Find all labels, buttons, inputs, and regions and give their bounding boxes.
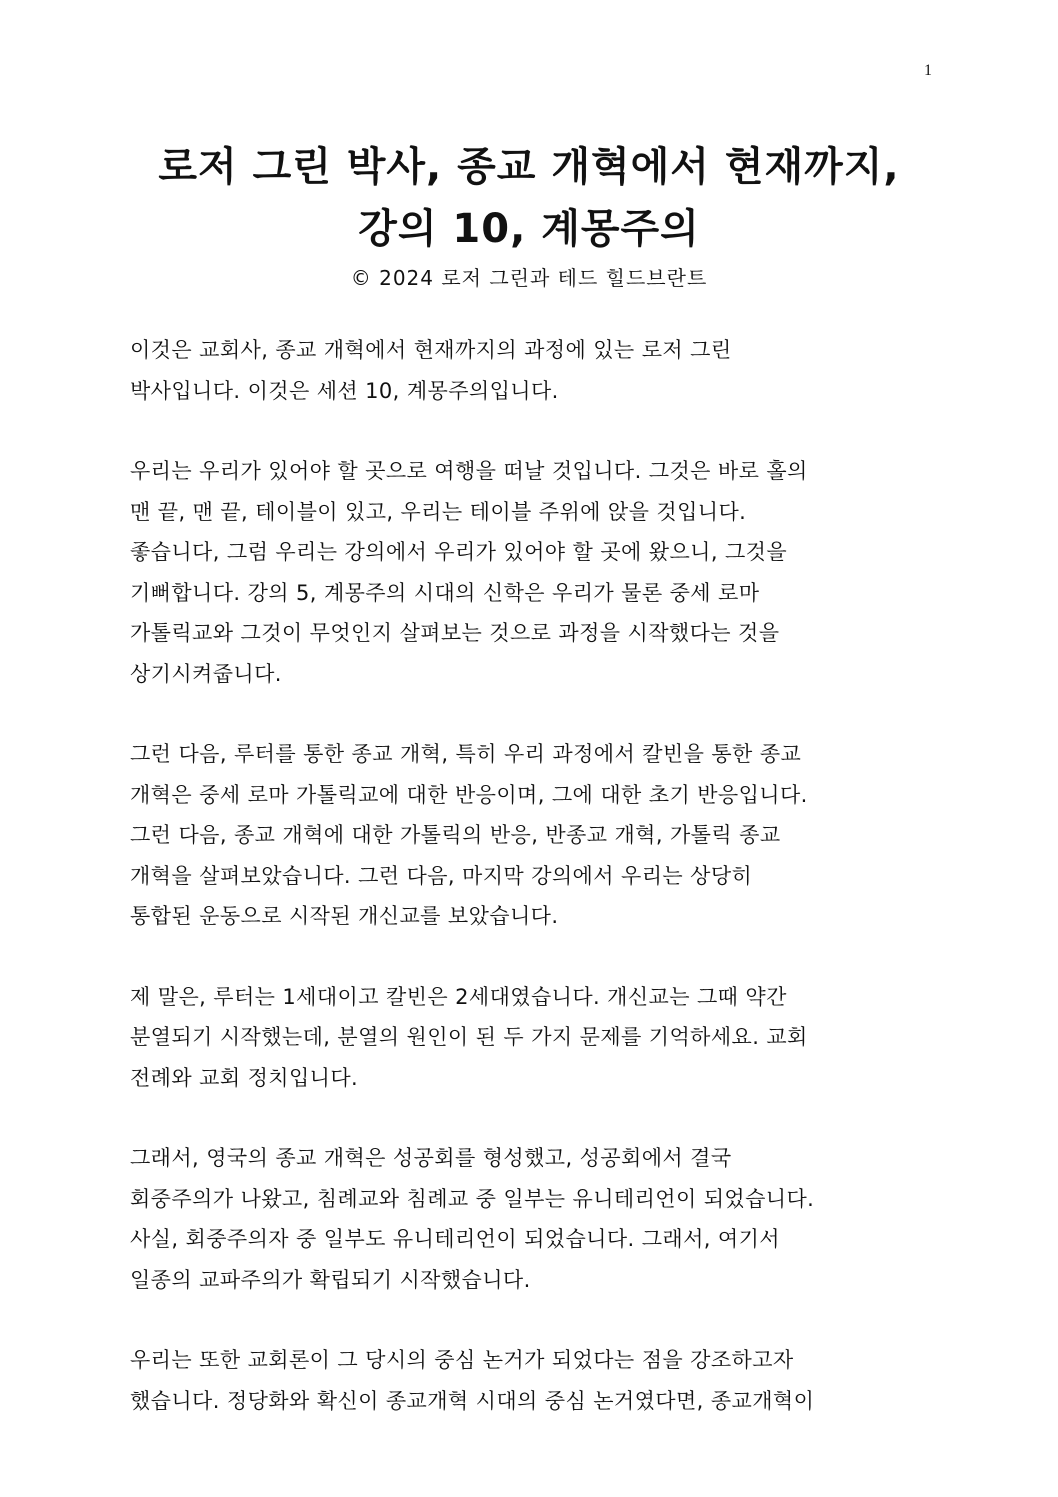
text-line: 그런 다음, 종교 개혁에 대한 가톨릭의 반응, 반종교 개혁, 가톨릭 종교 — [130, 823, 781, 847]
title-line: 강의 10, 계몽주의 — [358, 206, 700, 252]
text-line: 이것은 교회사, 종교 개혁에서 현재까지의 과정에 있는 로저 그린 — [130, 338, 732, 362]
paragraph — [130, 1138, 930, 1300]
text-line: 일종의 교파주의가 확립되기 시작했습니다. — [130, 1267, 531, 1292]
text-line: 상기시켜줍니다. — [130, 661, 282, 686]
text-line: 했습니다. 정당화와 확신이 종교개혁 시대의 중심 논거였다면, 종교개혁이 — [130, 1388, 815, 1413]
text-line: 좋습니다, 그럼 우리는 강의에서 우리가 있어야 할 곳에 왔으니, 그것을 — [130, 540, 788, 564]
text-line: 통합된 운동으로 시작된 개신교를 보았습니다. — [130, 904, 559, 928]
text-line: 가톨릭교와 그것이 무엇인지 살펴보는 것으로 과정을 시작했다는 것을 — [130, 621, 780, 645]
text-line: 우리는 우리가 있어야 할 곳으로 여행을 떠날 것입니다. 그것은 바로 홀의 — [130, 459, 808, 483]
text-line: 개혁을 살펴보았습니다. 그런 다음, 마지막 강의에서 우리는 상당히 — [130, 863, 753, 888]
text-line: 우리는 또한 교회론이 그 당시의 중심 논거가 되었다는 점을 강조하고자 — [130, 1348, 794, 1372]
text-line: 회중주의가 나왔고, 침례교와 침례교 중 일부는 유니테리언이 되었습니다. — [130, 1186, 815, 1211]
title-line: 로저 그린 박사, 종교 개혁에서 현재까지, — [158, 144, 900, 190]
paragraph — [130, 451, 930, 694]
text-line: 제 말은, 루터는 1세대이고 칼빈은 2세대였습니다. 개신교는 그때 약간 — [130, 984, 787, 1009]
paragraph — [130, 1340, 930, 1421]
paragraph — [130, 977, 930, 1099]
paragraph — [130, 330, 930, 411]
text-line: 사실, 회중주의자 중 일부도 유니테리언이 되었습니다. 그래서, 여기서 — [130, 1227, 780, 1251]
text-line: 그래서, 영국의 종교 개혁은 성공회를 형성했고, 성공회에서 결국 — [130, 1146, 732, 1170]
document-body — [130, 330, 930, 1461]
text-line: 기뻐합니다. 강의 5, 계몽주의 시대의 신학은 우리가 물론 중세 로마 — [130, 580, 760, 605]
text-line: 개혁은 중세 로마 가톨릭교에 대한 반응이며, 그에 대한 초기 반응입니다. — [130, 782, 808, 807]
text-line: 맨 끝, 맨 끝, 테이블이 있고, 우리는 테이블 주위에 앉을 것입니다. — [130, 499, 747, 524]
text-line: 박사입니다. 이것은 세션 10, 계몽주의입니다. — [130, 378, 559, 403]
text-line: 전례와 교회 정치입니다. — [130, 1065, 359, 1090]
document-title — [0, 136, 1058, 260]
paragraph — [130, 734, 930, 937]
page-number: 1 — [924, 62, 932, 79]
text-line: 분열되기 시작했는데, 분열의 원인이 된 두 가지 문제를 기억하세요. 교회 — [130, 1025, 808, 1049]
text-line: 그런 다음, 루터를 통한 종교 개혁, 특히 우리 과정에서 칼빈을 통한 종교 — [130, 742, 802, 766]
copyright-line: © 2024 로저 그린과 테드 힐드브란트 — [350, 266, 708, 290]
